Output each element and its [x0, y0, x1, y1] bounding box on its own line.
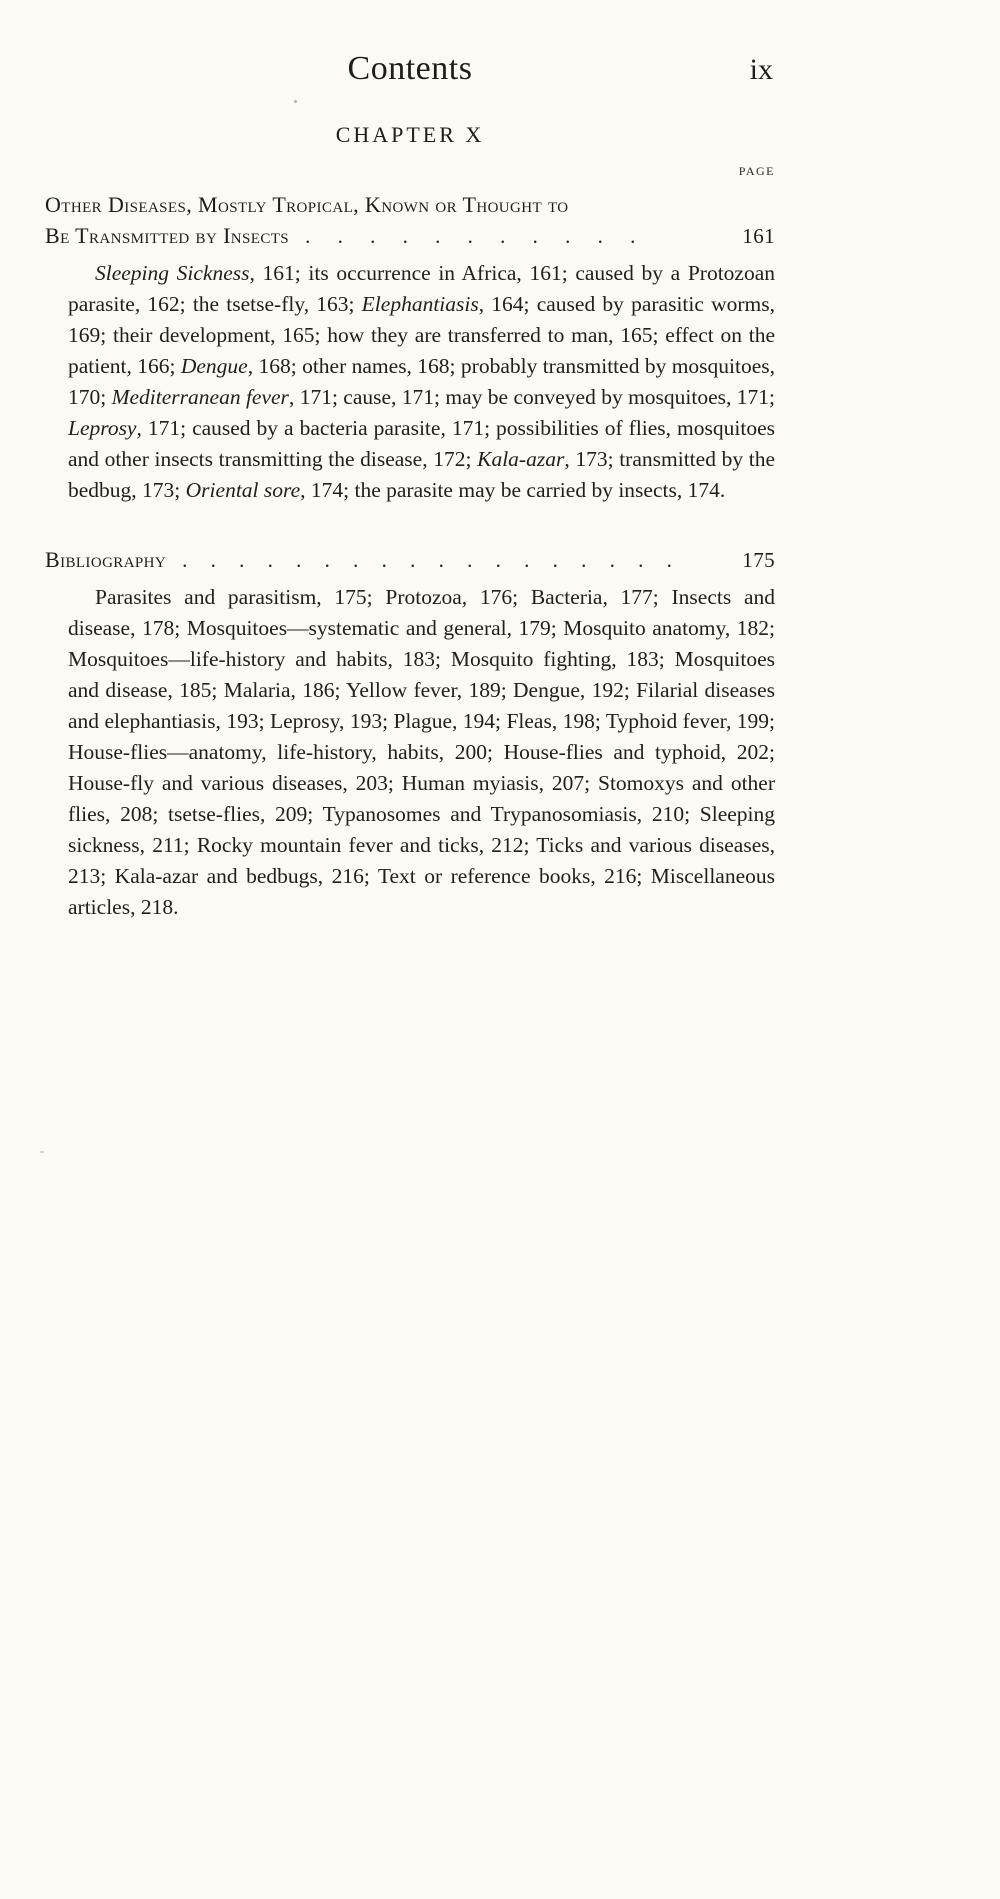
- running-title: Contents: [347, 50, 473, 87]
- scan-speck: [40, 1151, 44, 1153]
- page-number-folio: ix: [749, 53, 773, 86]
- entry-summary: Sleeping Sickness, 161; its occurrence in Africa, 161; caused by a Protozoan parasite, 162; the tsetse-fly, 163; Elephantiasis, 164; caused by parasitic worms, 169; their development, 165; how they are transferred to man, 165; effect on the patient, 166; Dengue, 168; other names, 168; probably transmitted by mosquitoes, 170; Mediterranean fever, 171; cause, 171; may be conveyed by mosquitoes, 171; Leprosy, 171; caused by a bacteria parasite, 171; possibilities of flies, mosquitoes and other insects transmitting the disease, 172; Kala-azar, 173; transmitted by the bedbug, 173; Oriental sore, 174; the parasite may be carried by insects, 174.: [68, 261, 776, 502]
- entry-title-line1: Other Diseases, Mostly Tropical, Known or Thought to: [45, 192, 569, 217]
- bibliography-title-line: [45, 544, 775, 576]
- toc-entry-bibliography: [45, 544, 775, 923]
- dot-leader: . . . . . . . . . . . . . . . . . .: [182, 548, 681, 572]
- entry-page-number: 161: [742, 224, 775, 248]
- bibliography-title-row: [45, 544, 775, 576]
- page-header: [45, 50, 775, 98]
- toc-entry-chapter-x: [45, 189, 775, 506]
- page-content: [45, 50, 775, 923]
- bibliography-page-number: 175: [742, 548, 775, 572]
- page-column-label: PAGE: [738, 164, 775, 178]
- entry-title-line2-text: Be Transmitted by Insects: [45, 223, 290, 248]
- chapter-heading: CHAPTER X: [335, 122, 485, 147]
- entry-title-line2: [45, 220, 775, 252]
- bibliography-title-text: Bibliography: [45, 547, 167, 572]
- dot-leader: . . . . . . . . . . .: [305, 224, 647, 248]
- entry-title: [45, 189, 775, 252]
- bibliography-summary: Parasites and parasitism, 175; Protozoa, 176; Bacteria, 177; Insects and disease, 178; Mosquitoes—systematic and general, 179; Mosquito anatomy, 182; Mosquitoes—life-history and habits, 183; Mosquito fighting, 183; Mosquitoes and disease, 185; Malaria, 186; Yellow fever, 189; Dengue, 192; Filarial diseases and elephantiasis, 193; Leprosy, 193; Plague, 194; Fleas, 198; Typhoid fever, 199; House-flies—anatomy, life-history, habits, 200; House-flies and typhoid, 202; House-fly and various diseases, 203; Human myiasis, 207; Stomoxys and other flies, 208; tsetse-flies, 209; Typanosomes and Trypanosomiasis, 210; Sleeping sickness, 211; Rocky mountain fever and ticks, 212; Ticks and various diseases, 213; Kala-azar and bedbugs, 216; Text or reference books, 216; Miscellaneous articles, 218.: [68, 585, 775, 919]
